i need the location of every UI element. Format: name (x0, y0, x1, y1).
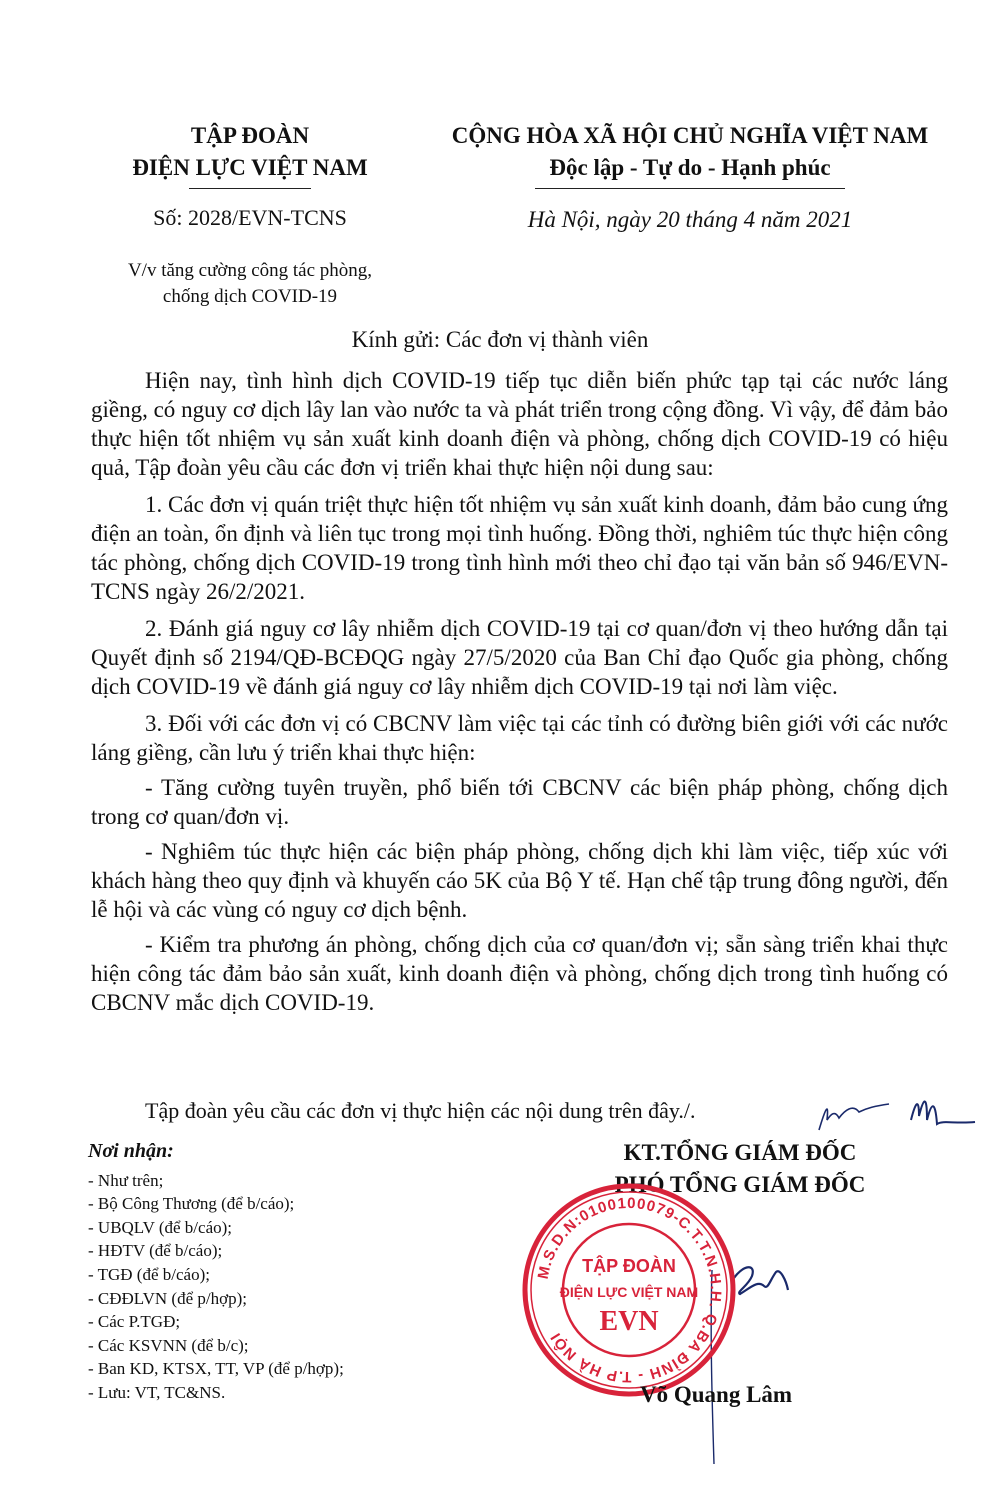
initials-signature (815, 1090, 985, 1150)
subject-line-1: V/v tăng cường công tác phòng, (127, 260, 373, 281)
body-paragraph-item-1: 1. Các đơn vị quán triệt thực hiện tốt nhiệm vụ sản xuất kinh doanh, đảm bảo cung ứng điện an toàn, ổn định và liên tục trong mọi tình huống. Đồng thời, nghiêm túc thực hiện công tác phòng, chống dịch COVID-19 trong tình hình mới theo chỉ đạo tại văn bản số 946/EVN-TCNS ngày 26/2/2021. (91, 492, 948, 604)
recipients-block (88, 1140, 344, 1405)
addressee: Kính gửi: Các đơn vị thành viên (351, 327, 649, 352)
nation-line-2: Độc lập - Tự do - Hạnh phúc (549, 155, 831, 180)
document-body (91, 366, 948, 1023)
body-bullet-1: - Tăng cường tuyên truyền, phổ biến tới CBCNV các biện pháp phòng, chống dịch trong cơ quan/đơn vị. (91, 775, 948, 829)
body-paragraph-intro: Hiện nay, tình hình dịch COVID-19 tiếp tục diễn biến phức tạp tại các nước láng giềng, có nguy cơ dịch lây lan vào nước ta và phát triển trong cộng đồng. Vì vậy, để đảm bảo thực hiện tốt nhiệm vụ sản xuất kinh doanh điện và phòng, chống dịch COVID-19 có hiệu quả, Tập đoàn yêu cầu các đơn vị triển khai thực hiện nội dung sau: (91, 368, 948, 480)
body-paragraph-item-3: 3. Đối với các đơn vị có CBCNV làm việc tại các tỉnh có đường biên giới với các nước láng giềng, cần lưu ý triển khai thực hiện: (91, 711, 948, 765)
recipient-item: - Các KSVNN (để b/c); (88, 1335, 249, 1355)
recipients-heading: Nơi nhận: (88, 1140, 174, 1162)
recipient-item: - HĐTV (để b/cáo); (88, 1241, 223, 1261)
recipient-item: - TGĐ (để b/cáo); (88, 1264, 210, 1284)
signature-title-line-2: PHÓ TỔNG GIÁM ĐỐC (614, 1172, 866, 1197)
org-underline (189, 188, 311, 189)
subject-line-2: chống dịch COVID-19 (162, 286, 338, 307)
official-red-stamp (519, 1180, 739, 1400)
stamp-ring-text: M.S.D.N:0100100079-C.T.T.N.H.H. Q.BA ĐÌNH - T.P HÀ NỘI (534, 1194, 725, 1386)
recipient-item: - Ban KD, KTSX, TT, VP (để p/hợp); (88, 1359, 344, 1379)
stamp-inner-line-1: TẬP ĐOÀN (582, 1256, 676, 1276)
org-line-2: ĐIỆN LỰC VIỆT NAM (132, 155, 368, 180)
recipient-item: - Các P.TGĐ; (88, 1312, 181, 1332)
national-heading (420, 120, 960, 184)
recipient-item: - Bộ Công Thương (để b/cáo); (88, 1194, 295, 1214)
document-number: Số: 2028/EVN-TCNS (153, 205, 347, 230)
closing-sentence: Tập đoàn yêu cầu các đơn vị thực hiện các nội dung trên đây./. (145, 1098, 696, 1123)
body-bullet-2: - Nghiêm túc thực hiện các biện pháp phòng, chống dịch khi làm việc, tiếp xúc với khách hàng theo quy định và khuyến cáo 5K của Bộ Y tế. Hạn chế tập trung đông người, đến lễ hội và các vùng có nguy cơ dịch bệnh. (91, 839, 948, 922)
recipient-item: - UBQLV (để b/cáo); (88, 1217, 233, 1237)
signatory-name: Võ Quang Lâm (640, 1382, 793, 1407)
stamp-inner-line-2: ĐIỆN LỰC VIỆT NAM (559, 1284, 699, 1300)
org-line-1: TẬP ĐOÀN (190, 123, 310, 148)
issuing-organization (100, 120, 400, 184)
document-subject (100, 258, 400, 310)
stamp-inner-line-3: EVN (599, 1306, 659, 1337)
nation-line-1: CỘNG HÒA XÃ HỘI CHỦ NGHĨA VIỆT NAM (451, 123, 929, 148)
body-paragraph-item-2: 2. Đánh giá nguy cơ lây nhiễm dịch COVID-19 tại cơ quan/đơn vị theo hướng dẫn tại Quyết định số 2194/QĐ-BCĐQG ngày 27/5/2020 của Ban Chỉ đạo Quốc gia phòng, chống dịch COVID-19 về đánh giá nguy cơ lây nhiễm dịch COVID-19 tại nơi làm việc. (91, 616, 948, 699)
signature-title-line-1: KT.TỔNG GIÁM ĐỐC (623, 1140, 857, 1165)
recipient-item: - Lưu: VT, TC&NS. (88, 1382, 226, 1402)
recipient-item: - Như trên; (88, 1170, 164, 1190)
recipient-item: - CĐĐLVN (để p/hợp); (88, 1288, 247, 1308)
body-bullet-3: - Kiểm tra phương án phòng, chống dịch của cơ quan/đơn vị; sẵn sàng triển khai thực hiện công tác đảm bảo sản xuất, kinh doanh điện và phòng, chống dịch trong tình huống có CBCNV mắc dịch COVID-19. (91, 932, 948, 1015)
document-date: Hà Nội, ngày 20 tháng 4 năm 2021 (527, 207, 853, 232)
motto-underline (535, 188, 845, 189)
